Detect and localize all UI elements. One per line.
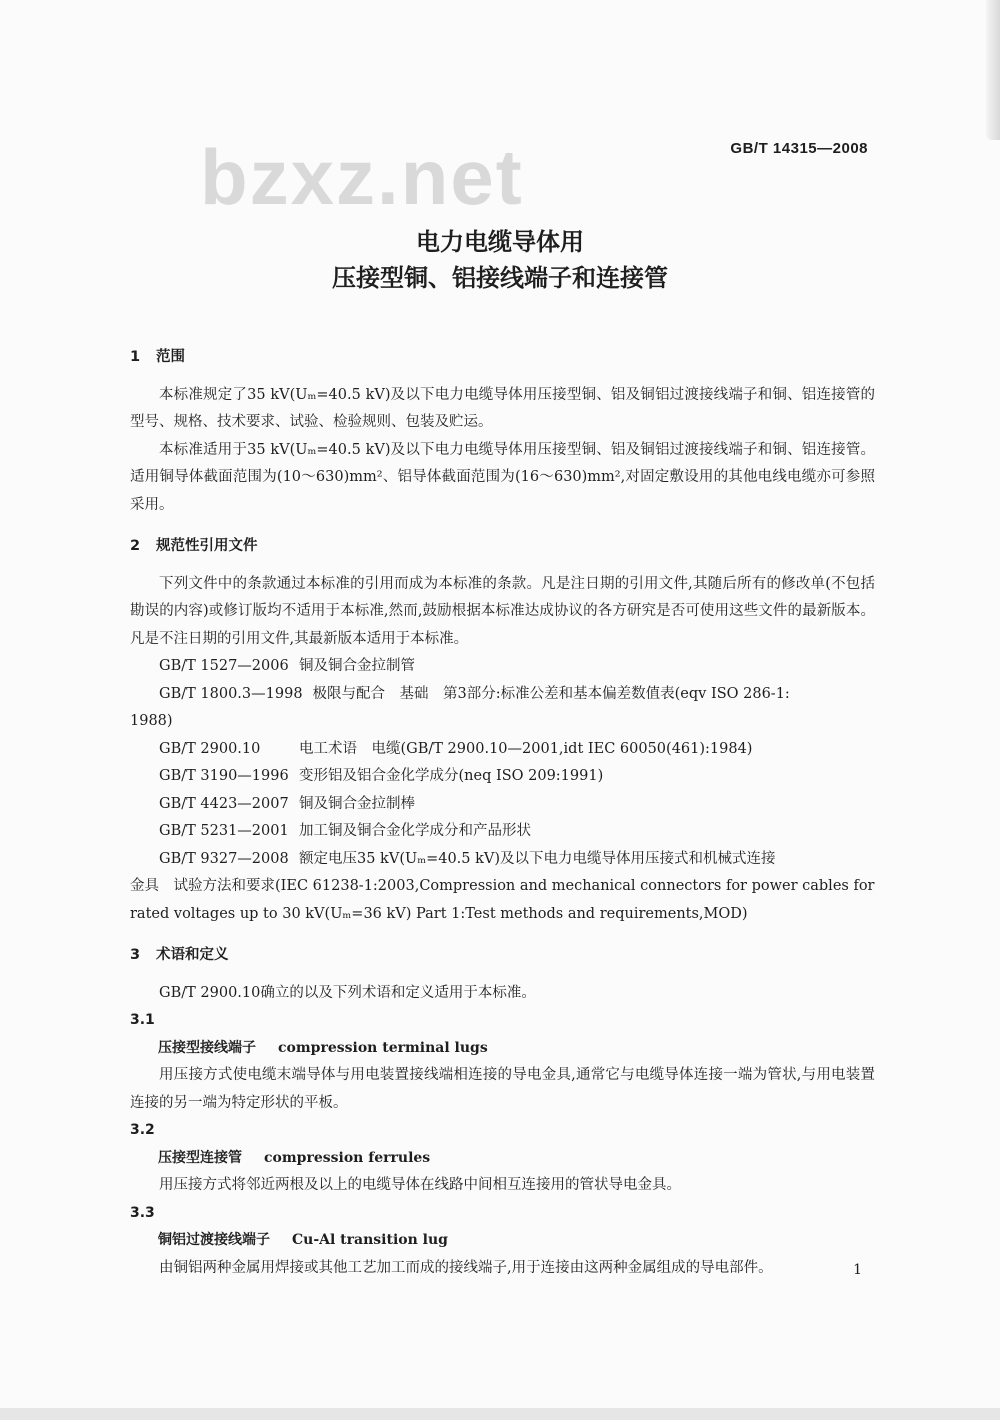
page-edge-shadow	[986, 0, 1000, 140]
term-definition: 由铜铝两种金属用焊接或其他工艺加工而成的接线端子,用于连接由这两种金属组成的导电部件。	[159, 1259, 773, 1276]
paragraph: 本标准规定了35 kV(Uₘ=40.5 kV)及以下电力电缆导体用压接型铜、铝及铜铝过渡接线端子和铜、铝连接管的型号、规格、技术要求、试验、检验规则、包装及贮运。	[130, 386, 875, 430]
clause-number: 3.1	[130, 1012, 155, 1028]
reference-item: GB/T 2900.10 电工术语 电缆(GB/T 2900.10—2001,idt IEC 60050(461):1984)	[159, 740, 753, 757]
section-heading: 3 术语和定义	[130, 947, 229, 963]
reference-continuation: 1988)	[130, 713, 173, 729]
reference-item: GB/T 4423—2007 铜及铜合金拉制棒	[159, 795, 415, 812]
section-terms	[130, 942, 875, 1282]
watermark: bzxz.net	[200, 133, 524, 221]
term-heading: 压接型连接管 compression ferrules	[158, 1149, 431, 1166]
term-definition: 用压接方式使电缆末端导体与用电装置接线端相连接的导电金具,通常它与电缆导体连接一端为管状,与用电装置连接的另一端为特定形状的平板。	[130, 1067, 875, 1111]
reference-item: GB/T 1527—2006 铜及铜合金拉制管	[159, 658, 415, 674]
clause-number: 3.3	[130, 1204, 155, 1221]
paragraph: 下列文件中的条款通过本标准的引用而成为本标准的条款。凡是注日期的引用文件,其随后所有的修改单(不包括勘误的内容)或修订版均不适用于本标准,然而,鼓励根据本标准达成协议的各方研究是否可使用这些文件的最新版本。凡是不注日期的引用文件,其最新版本适用于本标准。	[130, 575, 875, 647]
section-scope	[130, 344, 875, 519]
clause-number: 3.2	[130, 1122, 155, 1138]
term-heading: 压接型接线端子 compression terminal lugs	[158, 1039, 488, 1056]
reference-item: GB/T 3190—1996 变形铝及铝合金化学成分(neq ISO 209:1991)	[159, 768, 604, 784]
reference-item: GB/T 9327—2008 额定电压35 kV(Uₘ=40.5 kV)及以下电力电缆导体用压接式和机械式连接	[159, 850, 776, 867]
term-heading: 铜铝过渡接线端子 Cu-Al transition lug	[158, 1232, 448, 1248]
reference-item: GB/T 1800.3—1998 极限与配合 基础 第3部分:标准公差和基本偏差数值表(eqv ISO 286-1:	[159, 685, 790, 702]
paragraph: 本标准适用于35 kV(Uₘ=40.5 kV)及以下电力电缆导体用压接型铜、铝及铜铝过渡接线端子和铜、铝连接管。适用铜导体截面范围为(10～630)mm²、铝导体截面范围为(16～630)mm²,对固定敷设用的其他电线电缆亦可参照采用。	[130, 441, 875, 513]
paragraph: GB/T 2900.10确立的以及下列术语和定义适用于本标准。	[159, 984, 536, 1001]
document-body	[130, 344, 875, 1292]
reference-item: GB/T 5231—2001 加工铜及铜合金化学成分和产品形状	[159, 823, 531, 839]
term-definition: 用压接方式将邻近两根及以上的电缆导体在线路中间相互连接用的管状导电金具。	[159, 1177, 681, 1193]
section-heading: 1 范围	[130, 349, 185, 365]
standard-code: GB/T 14315—2008	[730, 140, 868, 157]
reference-continuation: 金具 试验方法和要求(IEC 61238-1:2003,Compression and mechanical connectors for power cables for rated voltages up to 30 kV(Uₘ=36 kV) Part 1:Test methods and requirements,MOD)	[130, 878, 875, 922]
bottom-edge	[0, 1408, 1000, 1420]
section-references	[130, 533, 875, 928]
title-line-1: 电力电缆导体用	[416, 228, 584, 256]
section-heading: 2 规范性引用文件	[130, 538, 258, 554]
title-line-2: 压接型铜、铝接线端子和连接管	[332, 264, 668, 292]
page-number: 1	[853, 1262, 862, 1278]
document-title	[0, 224, 1000, 296]
